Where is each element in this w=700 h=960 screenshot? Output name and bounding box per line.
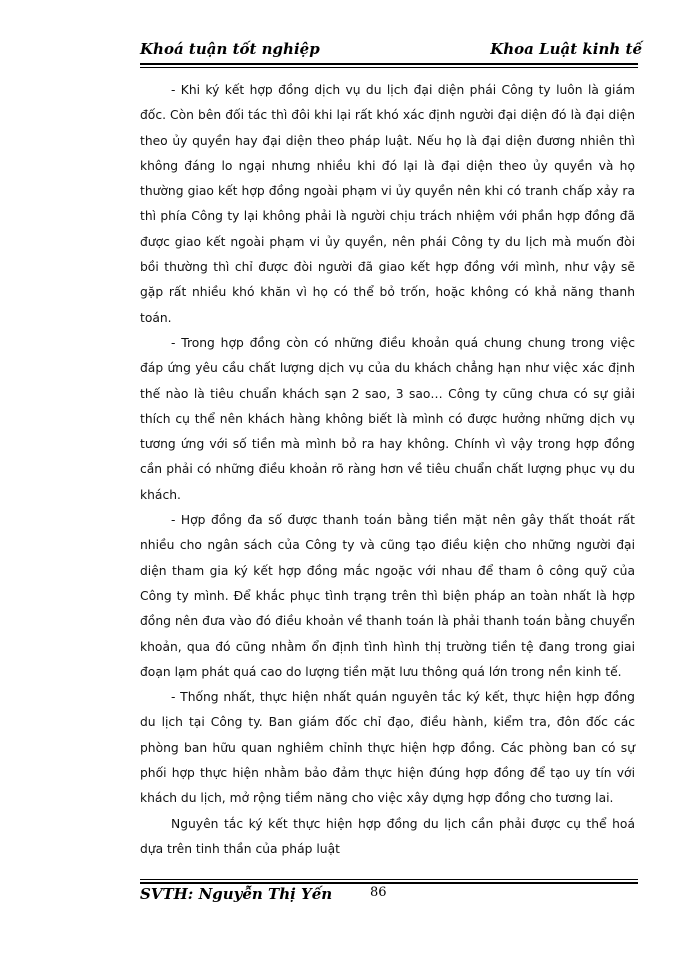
- page-number: 86: [370, 885, 387, 900]
- paragraph-5: Nguyên tắc ký kết thực hiện hợp đồng du lịch cần phải được cụ thể hoá dựa trên tinh thần của pháp luật: [140, 816, 635, 856]
- footer-author: SVTH: Nguyễn Thị Yến: [140, 885, 333, 903]
- header-rule-thick: [140, 63, 638, 65]
- header-thesis-title: Khoá tuận tốt nghiệp: [140, 40, 320, 58]
- footer-rule-thin: [140, 879, 638, 880]
- header-faculty: Khoa Luật kinh tế: [490, 40, 642, 58]
- header-rule-thin: [140, 67, 638, 68]
- body-text: [140, 78, 635, 862]
- paragraph-1: - Khi ký kết hợp đồng dịch vụ du lịch đại diện phái Công ty luôn là giám đốc. Còn bên đối tác thì đôi khi lại rất khó xác định người đại diện đó là đại diện theo ủy quyền hay đại diện theo pháp luật. Nếu họ là đại diện đương nhiên thì không đáng lo ngại nhưng nhiều khi đó lại là đại diện theo ủy quyền và họ thường giao kết hợp đồng ngoài phạm vi ủy quyền nên khi có tranh chấp xảy ra thì phía Công ty lại không phải là người chịu trách nhiệm với phần hợp đồng đã được giao kết ngoài phạm vi ủy quyền, nên phái Công ty du lịch mà muốn đòi bồi thường thì chỉ được đòi người đã giao kết hợp đồng với mình, như vậy sẽ gặp rất nhiều khó khăn vì họ có thể bỏ trốn, hoặc không có khả năng thanh toán.: [140, 83, 635, 325]
- paragraph-2: - Trong hợp đồng còn có những điều khoản quá chung chung trong việc đáp ứng yêu cầu chất lượng dịch vụ của du khách chẳng hạn như việc xác định thế nào là tiêu chuẩn khách sạn 2 sao, 3 sao… Công ty cũng chưa có sự giải thích cụ thể nên khách hàng không biết là mình có được hưởng những dịch vụ tương ứng với số tiền mà mình bỏ ra hay không. Chính vì vậy trong hợp đồng cần phải có những điều khoản rõ ràng hơn về tiêu chuẩn chất lượng phục vụ du khách.: [140, 335, 635, 502]
- paragraph-4: - Thống nhất, thực hiện nhất quán nguyên tắc ký kết, thực hiện hợp đồng du lịch tại Công ty. Ban giám đốc chỉ đạo, điều hành, kiểm tra, đôn đốc các phòng ban hữu quan nghiêm chỉnh thực hiện hợp đồng. Các phòng ban có sự phối hợp thực hiện nhằm bảo đảm thực hiện đúng hợp đồng để tạo uy tín với khách du lịch, mở rộng tiềm năng cho việc xây dựng hợp đồng cho tương lai.: [140, 690, 635, 806]
- footer-rule-thick: [140, 882, 638, 884]
- paragraph-3: - Hợp đồng đa số được thanh toán bằng tiền mặt nên gây thất thoát rất nhiều cho ngân sách của Công ty và cũng tạo điều kiện cho những người đại diện tham gia ký kết hợp đồng mắc ngoặc với nhau để tham ô công quỹ của Công ty mình. Để khắc phục tình trạng trên thì biện pháp an toàn nhất là hợp đồng nên đưa vào đó điều khoản về thanh toán là phải thanh toán bằng chuyển khoản, qua đó cũng nhằm ổn định tình hình thị trường tiền tệ đang trong giai đoạn lạm phát quá cao do lượng tiền mặt lưu thông quá lớn trong nền kinh tế.: [140, 513, 635, 679]
